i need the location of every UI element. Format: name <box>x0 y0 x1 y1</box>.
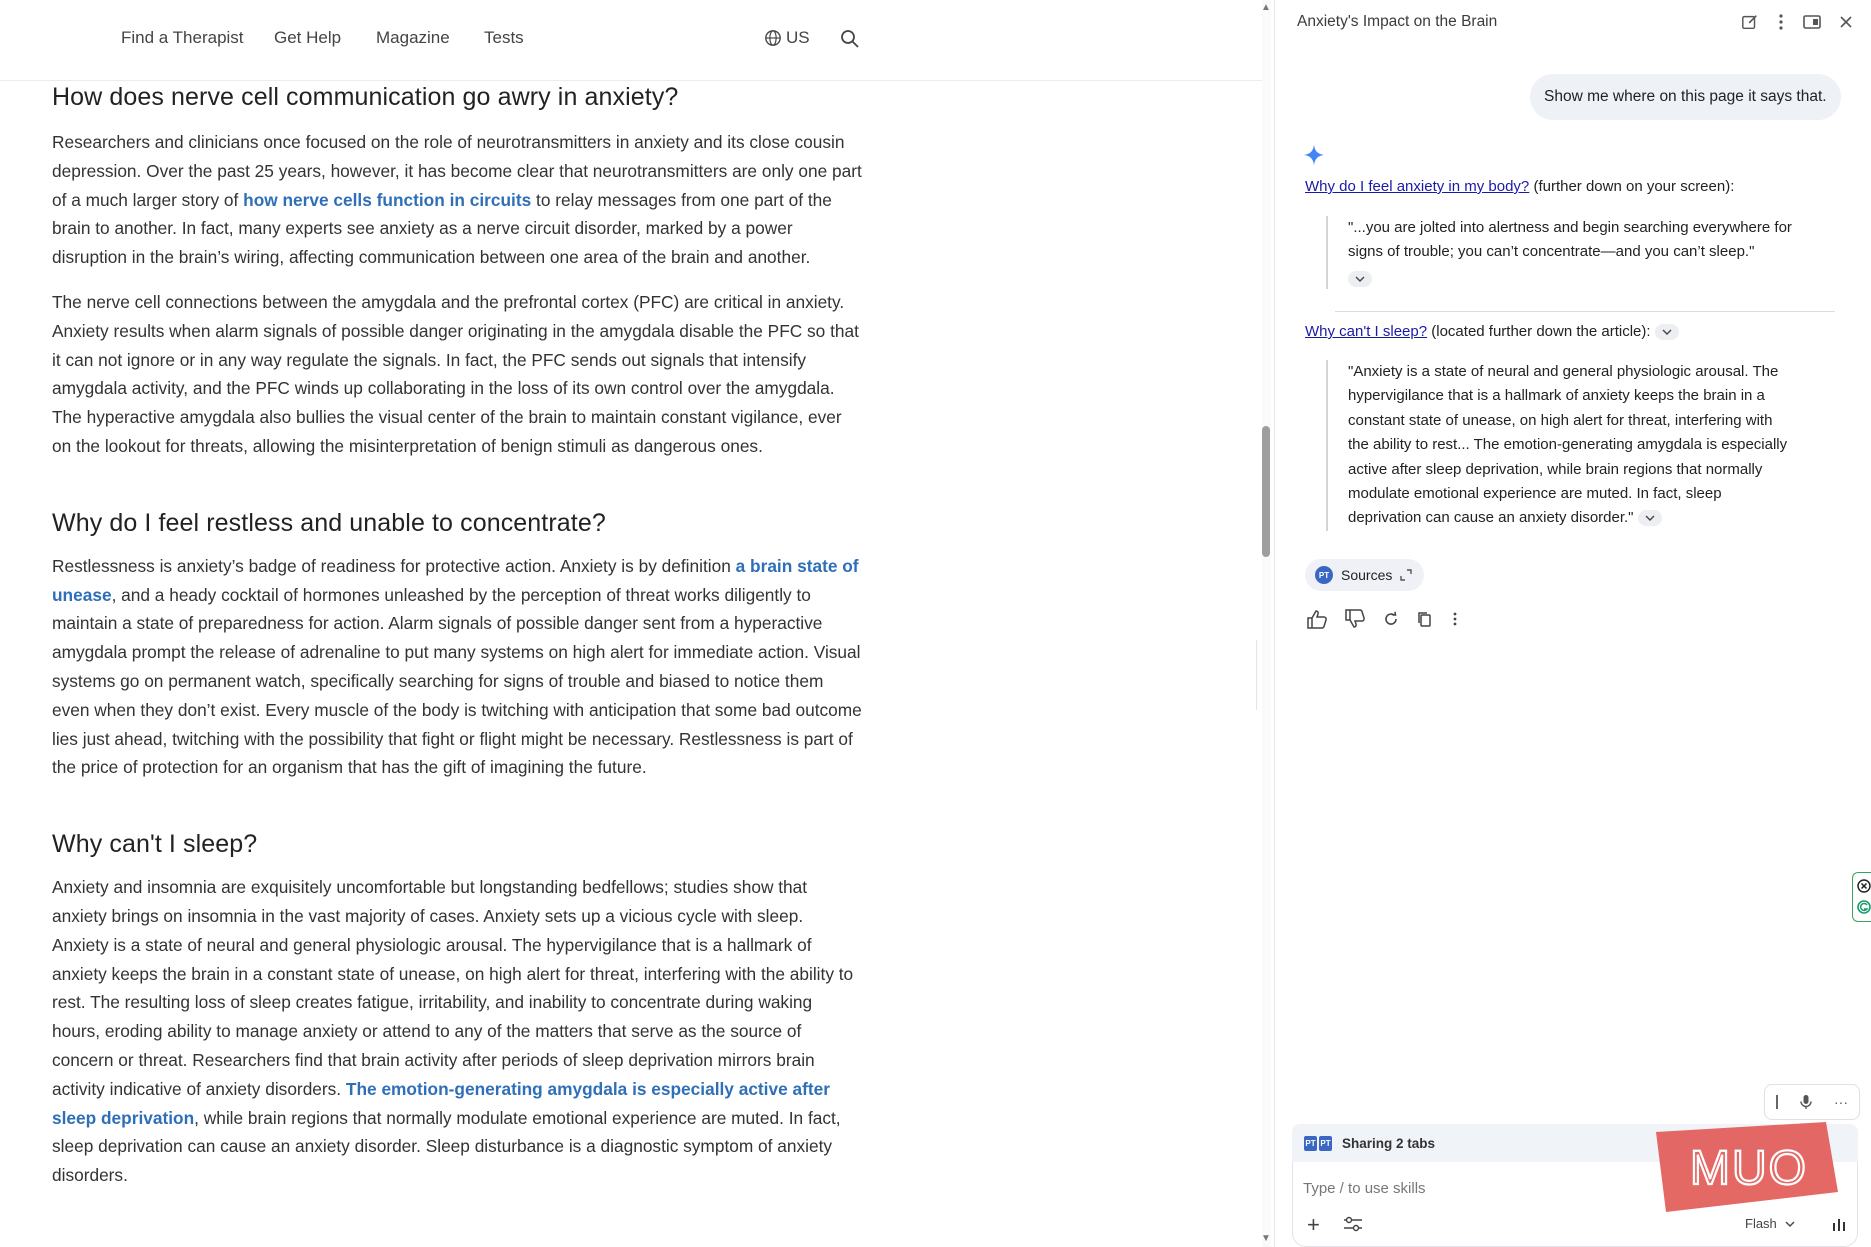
voice-toolbar <box>1764 1084 1860 1120</box>
microphone-icon[interactable] <box>1800 1094 1812 1110</box>
more-options-icon[interactable] <box>1443 607 1467 631</box>
heading-sleep: Why can't I sleep? <box>52 830 258 859</box>
chevron-down-icon[interactable] <box>1348 271 1372 287</box>
sources-button[interactable] <box>1305 559 1424 591</box>
link-brain-state-unease[interactable]: a brain state of unease <box>52 555 859 605</box>
paragraph-amygdala-pfc: The nerve cell connections between the amygdala and the prefrontal cortex (PFC) are critical in anxiety. Anxiety results when alarm signals of possible danger originating in the amygdala disable the PFC so that it can not ignore or in any way regulate the signals. In fact, the PFC sends out signals that intensify amygdala activity, and the PFC winds up collaborating in the loss of its own control over the amygdala. The hyperactive amygdala also bullies the visual center of the brain to maintain constant vigilance, ever on the lookout for threats, allowing the misinterpretation of benign stimuli as dangerous ones. <box>52 291 859 456</box>
close-icon[interactable] <box>1835 11 1857 33</box>
scroll-up-arrow-icon[interactable]: ▲ <box>1261 2 1271 13</box>
globe-icon <box>764 29 782 47</box>
divider <box>1335 311 1835 312</box>
more-horiz-icon[interactable]: ··· <box>1834 1094 1848 1110</box>
scroll-down-arrow-icon[interactable]: ▼ <box>1261 1233 1271 1244</box>
prompt-input[interactable]: Type / to use skills <box>1303 1180 1426 1197</box>
watermark-text: MUO <box>1690 1142 1808 1195</box>
nav-get-help[interactable]: Get Help <box>274 28 342 47</box>
voice-mode-icon[interactable] <box>1827 1212 1853 1238</box>
muo-watermark-logo <box>1656 1122 1838 1212</box>
side-tools-widget[interactable] <box>1852 872 1871 922</box>
sharing-label: Sharing 2 tabs <box>1342 1135 1436 1151</box>
article-body <box>52 83 862 1190</box>
close-circle-icon[interactable] <box>1857 879 1871 893</box>
reference-1-quote: "...you are jolted into alertness and begin searching everywhere for signs of trouble; you can’t concentrate—and you can’t sleep." <box>1326 216 1793 289</box>
copy-icon[interactable] <box>1412 607 1436 631</box>
paragraph-sleep: Anxiety and insomnia are exquisitely uncomfortable but longstanding bedfellows; studies show that anxiety brings on insomnia in the vast majority of cases. Anxiety sets up a vicious cycle with sleep. Anxiety is a state of neural and general physiologic arousal. The hypervigilance that is a hallmark of anxiety keeps the brain in a constant state of unease, on high alert for threat, interfering with the ability to rest. The resulting loss of sleep creates fatigue, irritability, and inability to concentrate during waking hours, eroding ability to manage anxiety or attend to any of the matters that serve as the source of concern or threat. Researchers find that brain activity after periods of sleep deprivation mirrors brain activity indicative of anxiety disorders. The emotion-generating amygdala is especially active after sleep deprivation, while brain regions that normally modulate emotional experience are muted. In fact, sleep deprivation can cause an anxiety disorder. Sleep disturbance is a diagnostic symptom of anxiety disorders. <box>52 877 854 1186</box>
panel-title: Anxiety's Impact on the Brain <box>1297 13 1498 30</box>
nav-magazine[interactable]: Magazine <box>376 28 450 47</box>
thumbs-down-icon[interactable] <box>1343 607 1367 631</box>
chevron-down-icon <box>1785 1221 1795 1227</box>
model-selector[interactable] <box>1745 1216 1795 1231</box>
link-amygdala-sleep-deprivation[interactable]: The emotion-generating amygdala is especially active after sleep deprivation <box>52 1078 830 1128</box>
divider <box>1256 640 1257 710</box>
scrollbar-track[interactable] <box>1262 0 1271 1247</box>
chevron-down-icon[interactable] <box>1655 324 1679 340</box>
reference-2-link[interactable]: Why can't I sleep? <box>1305 323 1428 340</box>
sources-label: Sources <box>1341 567 1393 583</box>
heading-nerve-communication: How does nerve cell communication go awry in anxiety? <box>52 83 679 111</box>
heading-restless: Why do I feel restless and unable to concentrate? <box>52 508 606 537</box>
assistant-panel <box>1274 0 1871 1247</box>
new-chat-icon[interactable] <box>1739 11 1761 33</box>
nav-tests[interactable]: Tests <box>484 28 524 47</box>
site-nav <box>0 0 1262 81</box>
reference-2-header: Why can't I sleep? (located further down the article): <box>1305 323 1679 340</box>
more-vert-icon[interactable] <box>1770 11 1792 33</box>
thumbs-up-icon[interactable] <box>1305 607 1329 631</box>
reference-2-quote: "Anxiety is a state of neural and general physiologic arousal. The hypervigilance that is a hallmark of anxiety keeps the brain in a constant state of unease, on high alert for threat, interfering with the ability to rest... The emotion-generating amygdala is especially active after sleep deprivation, while brain regions that normally modulate emotional experience are muted. In fact, sleep deprivation can cause an anxiety disorder." <box>1326 360 1793 531</box>
scrollbar-thumb[interactable] <box>1262 426 1270 557</box>
paragraph-nerve: Researchers and clinicians once focused on the role of neurotransmitters in anxiety and its close cousin depression. Over the past 25 years, however, it has become clear that neurotransmitters are only one part of a much larger story of how nerve cells function in circuits to relay messages from one part of the brain to another. In fact, many experts see anxiety as a nerve circuit disorder, marked by a power disruption in the brain’s wiring, affecting communication between one area of the brain and another. <box>52 132 862 268</box>
dock-panel-icon[interactable] <box>1801 11 1823 33</box>
link-nerve-circuits[interactable]: how nerve cells function in circuits <box>243 189 532 210</box>
source-favicon-icon: PT <box>1315 566 1333 584</box>
model-label: Flash <box>1745 1216 1777 1231</box>
shared-tabs-icon: PT PT <box>1304 1136 1332 1151</box>
add-attachment-icon[interactable]: + <box>1307 1212 1320 1237</box>
sparkle-icon <box>1303 144 1325 171</box>
tools-icon[interactable] <box>1343 1216 1363 1237</box>
user-message: Show me where on this page it says that. <box>1530 74 1841 120</box>
chevron-down-icon[interactable] <box>1638 510 1662 526</box>
locale-selector[interactable] <box>764 28 810 48</box>
drag-handle-icon[interactable] <box>1776 1095 1778 1109</box>
expand-icon <box>1400 569 1412 581</box>
search-icon[interactable] <box>840 29 860 54</box>
regenerate-icon[interactable] <box>1379 607 1403 631</box>
locale-label: US <box>786 28 810 47</box>
reference-1-link[interactable]: Why do I feel anxiety in my body? <box>1305 178 1530 195</box>
reference-1-header: Why do I feel anxiety in my body? (further down on your screen): <box>1305 178 1735 195</box>
grammar-check-icon[interactable] <box>1857 900 1871 914</box>
nav-find-therapist[interactable]: Find a Therapist <box>121 28 244 47</box>
paragraph-restless: Restlessness is anxiety’s badge of readiness for protective action. Anxiety is by definition a brain state of unease, and a heady cocktail of hormones unleashed by the perception of threat works diligently to maintain a state of preparedness for action. Alarm signals of possible danger sent from a hyperactive amygdala prompt the release of adrenaline to put many systems on high alert for immediate action. Visual systems go on permanent watch, specifically searching for signs of trouble and biased to notice them even when they don’t exist. Every muscle of the body is twitching with anticipation that some bad outcome lies just ahead, twitching with the possibility that fight or flight might be necessary. Restlessness is part of the price of protection for an organism that has the gift of imagining the future. <box>52 555 862 778</box>
